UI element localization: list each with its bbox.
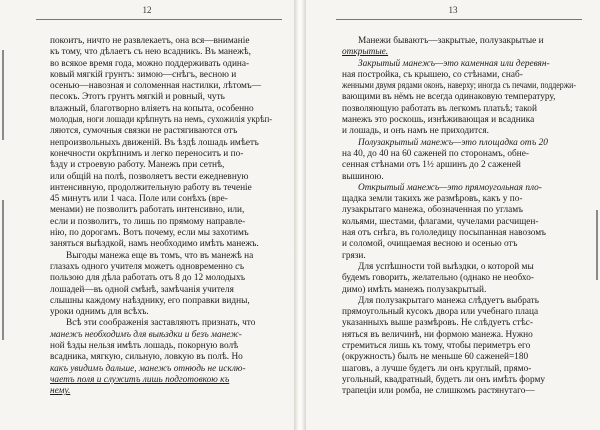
text-line: (окружность) былъ не меньше 60 саженей=180 — [342, 352, 529, 363]
text-line: и лошадь, и онъ намъ не приходится. — [342, 126, 489, 137]
text-line: ная постройка, съ крышею, со стѣнами, снаб- — [342, 69, 523, 80]
right-page — [306, 0, 600, 430]
text-line-italic: какъ увидимъ дальше, манежъ отнюдь не исклю- — [50, 363, 246, 374]
text-line: будемъ говорить, желательно (однако не необхо- — [342, 273, 534, 284]
text-line: стремиться лишь къ тому, чтобы периметръ его — [342, 341, 531, 352]
text-line: на 40, до 40 на 60 саженей по сторонамъ, обне- — [342, 148, 529, 159]
text-line: слышны каждому наѣзднику, его поправки видны, — [50, 295, 250, 306]
text-line: ной ѣзды нельзя имѣть лошадь, покорную волѣ — [50, 341, 239, 352]
text-line: няться въ величинѣ, ни формою манежа. Нужно — [342, 329, 533, 340]
text-line: глазахъ одного учителя можетъ одновременно съ — [50, 261, 245, 272]
text-line: указанныхъ выше размѣровъ. Не слѣдуетъ стѣс- — [342, 318, 533, 329]
text-line: всадника, мягкую, сильную, ловкую въ полѣ. Но — [50, 352, 243, 363]
text-line: кольями, шестами, флагами, чучелами расчищен- — [342, 216, 539, 227]
text-line: трапеціи или ромба, не слишкомъ растянутаго— — [342, 386, 535, 397]
text-line: щадка земли такихъ же размѣровъ, какъ у по- — [342, 194, 523, 205]
text-line: нію, по дорогамъ. Вотъ почему, если мы захотимъ — [50, 228, 249, 239]
text-line-italic: Закрытый манежъ—это каменная или деревян- — [358, 58, 550, 69]
text-line: вышиною. — [342, 171, 384, 182]
text-line-italic: манежъ необходимъ для выѣздки и безъ манеж- — [50, 329, 242, 340]
text-line: осенью—навозная и соломенная настилки, лѣтомъ— — [50, 81, 262, 92]
scan-edge-mark — [596, 210, 598, 280]
text-line-italic: нему. — [50, 386, 71, 397]
book-gutter — [294, 0, 306, 430]
scan-edge-mark — [2, 50, 4, 140]
text-line: ная отъ снѣга, въ гололедицу посыпанная навозомъ — [342, 228, 546, 239]
text-line: песокъ. Этотъ грунтъ мягкій и ровный, чуть — [50, 92, 225, 103]
text-line: ляются, сумочныя связки не растягиваются отъ — [50, 126, 238, 137]
text-line: сенная стѣнами отъ 1½ аршинъ до 2 саженей — [342, 160, 521, 171]
text-line-italic: открытые. — [342, 47, 389, 58]
text-line: покоитъ, ничто не развлекаетъ, она вся—вниманіе — [50, 36, 250, 46]
text-line: Для успѣшности той выѣздки, о которой мы — [358, 261, 534, 272]
text-line: ѣзду и строевую работу. Манежъ при сетнѣ, — [50, 160, 225, 171]
text-line: ковый мягкій грунтъ: зимою—снѣгъ, весною и — [50, 69, 237, 80]
page-number: 13 — [448, 5, 458, 15]
text-line-italic: Открытый манежъ—это прямоугольная пло- — [358, 182, 542, 193]
text-line: заняться выѣздкой, намъ необходимо имѣть манежъ. — [50, 239, 259, 250]
left-page — [0, 0, 294, 430]
scan-edge-mark — [2, 200, 4, 340]
text-line: лошадей—въ одной смѣнѣ, замѣчанія учителя — [50, 284, 234, 295]
text-line: угольный, квадратный, будетъ ли онъ имѣть форму — [342, 374, 545, 385]
text-line: Для полузакрытаго манежа слѣдуетъ выбрать — [358, 295, 539, 306]
text-line: Выгоды манежа еще въ томъ, что въ манежѣ на — [66, 250, 254, 261]
text-line: или общій на полѣ, позволяетъ вести ежедневную — [50, 171, 249, 182]
text-line: женными двумя рядами оконъ, наверху; иногда съ печами, поддержи- — [342, 81, 577, 92]
header-rule — [336, 19, 582, 20]
page-number: 12 — [142, 5, 152, 15]
text-line: если и позволитъ, то лишь по прямому направле- — [50, 216, 246, 227]
text-line: къ тому, что дѣлаетъ съ нею всадникъ. Въ манежѣ, — [50, 47, 251, 58]
text-line: Всѣ эти соображенія заставляютъ признать, что — [66, 318, 256, 329]
text-line: прямоугольный кусокъ двора или учебнаго плаца — [342, 307, 539, 318]
text-line: манежъ это роскошь, изнѣживающая и всадника — [342, 115, 535, 126]
header-rule — [36, 19, 282, 20]
text-line: 45 минутъ или 1 часа. Поле или сонѣхъ (вре- — [50, 194, 228, 205]
text-line: уроки однимъ для всѣхъ. — [50, 307, 149, 318]
text-line: менами) не позволитъ работать интенсивно, или, — [50, 205, 245, 216]
text-line: интенсивную, продолжительную работу въ теченіе — [50, 182, 252, 193]
text-line: вающими въ нёмъ не всегда одинаковую температуру, — [342, 92, 556, 103]
text-line-italic: чаетъ поля и служитъ лишь подготовкою къ — [50, 374, 230, 385]
text-line: Манежи бываютъ—закрытые, полузакрытые и — [358, 36, 544, 46]
text-line: влажный, благотворно вліяетъ на копыта, особенно — [50, 103, 254, 114]
text-line: грязи. — [342, 250, 366, 261]
text-line: позволяющую работать въ легкомъ платьѣ; такой — [342, 103, 537, 114]
text-line: непроизвольныхъ движеній. Въ ѣздѣ лошадь имѣетъ — [50, 137, 259, 148]
text-line: шаговъ, а лучше будетъ ли онъ круглый, прямо- — [342, 363, 532, 374]
page-text — [50, 36, 272, 398]
text-line: пользою для дѣла работать отъ 8 до 12 молодыхъ — [50, 273, 245, 284]
text-line: димо) имѣть манежъ полузакрытый. — [342, 284, 487, 295]
page-text — [342, 36, 576, 398]
text-line: молодыя, ноги лошади крѣпнутъ на немъ, сухожилія укрѣп- — [50, 115, 273, 126]
text-line: лузакрытаго манежа, обозначенная по угламъ — [342, 205, 523, 216]
text-line: во всякое время года, можно поддерживать одина- — [50, 58, 250, 69]
text-line: и соломой, очищаемая весною и осенью отъ — [342, 239, 518, 250]
text-line-italic: Полузакрытый манежъ—это площадка отъ 20 — [358, 137, 548, 148]
text-line: конечности окрѣпнимъ и легко переноситъ и по- — [50, 148, 244, 159]
